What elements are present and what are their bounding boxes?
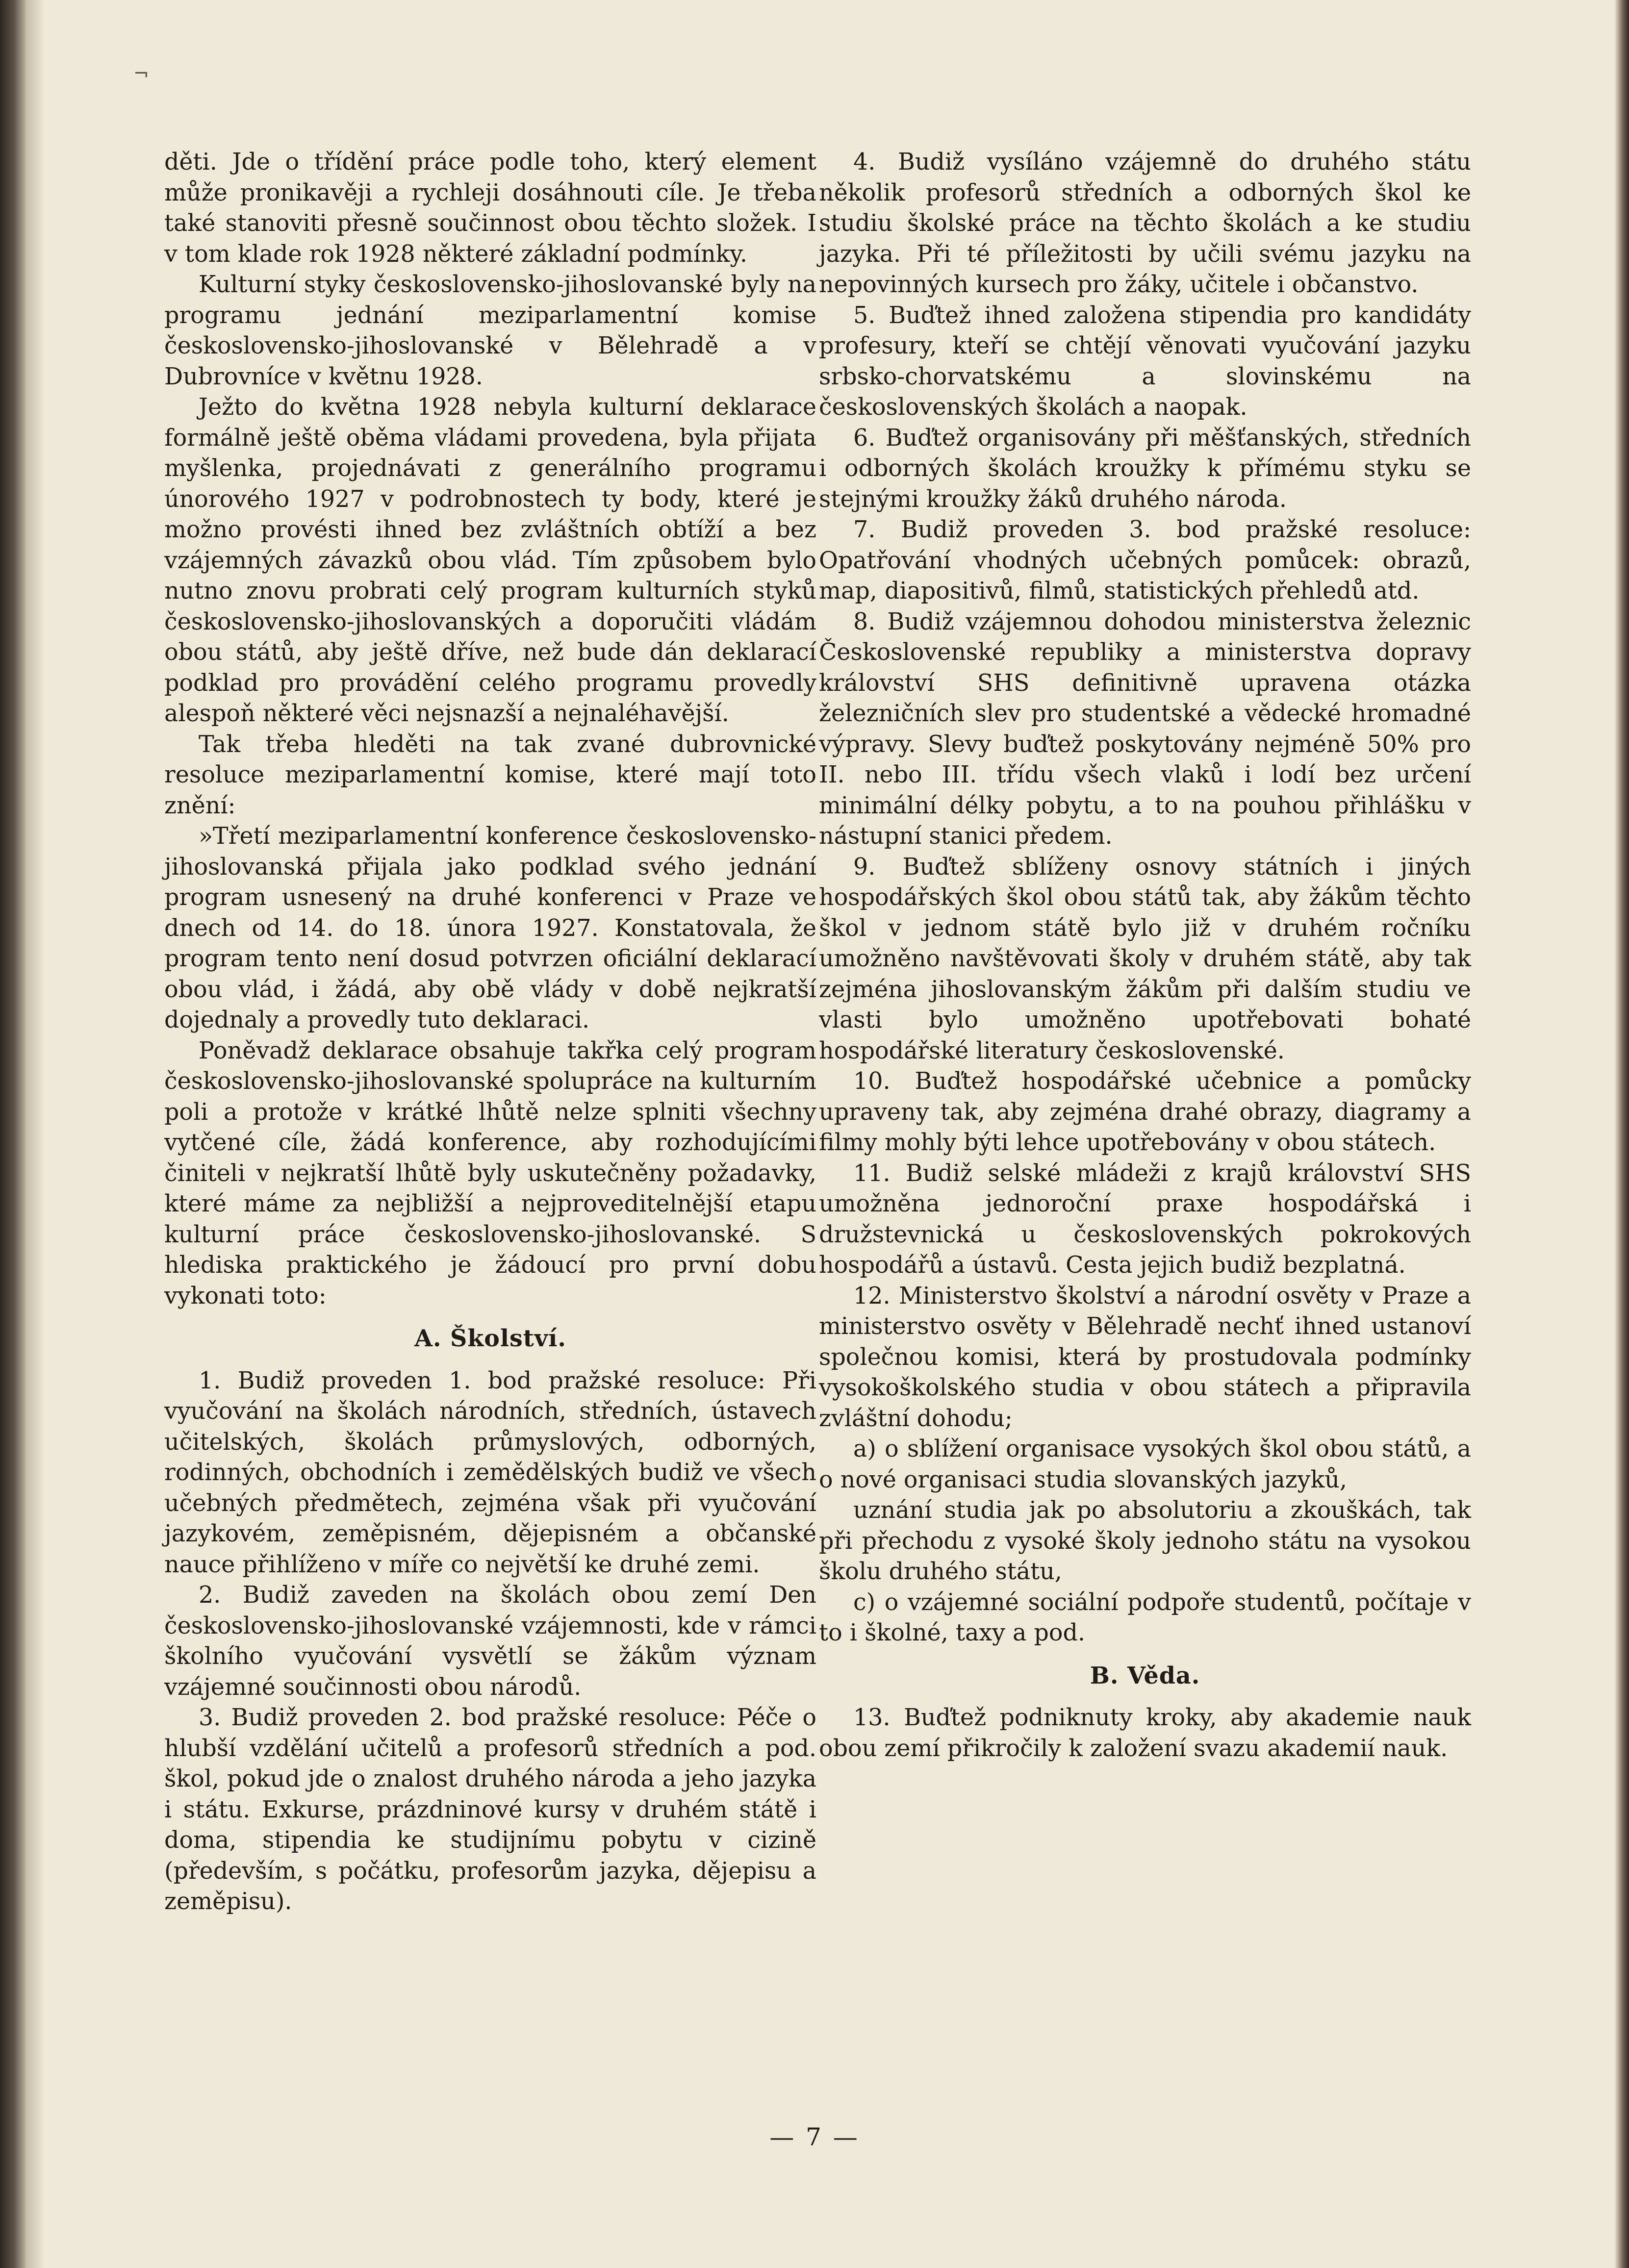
paragraph: Ježto do května 1928 nebyla kulturní deklarace formálně ještě oběma vládami provedena, byla přijata myšlenka, projednávati z generálního programu únorového 1927 v podrobnostech ty body, které je možno provésti ihned bez zvláštních obtíží a bez vzájemných závazků obou vlád. Tím způsobem bylo nutno znovu probrati celý program kulturních styků československo-jihoslovanských a doporučiti vládám obou států, aby ještě dříve, než bude dán deklarací podklad pro provádění celého programu provedly alespoň některé věci nejsnazší a nejnaléhavější.: [164, 394, 816, 727]
section-heading-science: B. Věda.: [1090, 1662, 1200, 1689]
right-column: [819, 147, 1471, 1764]
left-column: [164, 147, 816, 1917]
list-item: 7. Budiž proveden 3. bod pražské resoluce: Opatřování vhodných učebných pomůcek: obrazů, map, diapositivů, filmů, statistických přehledů atd.: [819, 516, 1471, 605]
list-item: 12. Ministerstvo školství a národní osvěty v Praze a ministerstvo osvěty v Bělehradě nechť ihned ustanoví společnou komisi, která by prostudovala podmínky vysokoškolského studia v obou státech a připravila zvláštní dohodu;: [819, 1282, 1471, 1432]
paragraph: Tak třeba hleděti na tak zvané dubrovnické resoluce meziparlamentní komise, které mají toto znění:: [164, 731, 816, 819]
page-edge: [1614, 0, 1629, 2268]
paragraph: Kulturní styky československo-jihoslovanské byly na programu jednání meziparlamentní komise československo-jihoslovanské v Bělehradě a v Dubrovníce v květnu 1928.: [164, 271, 816, 390]
sub-item: c) o vzájemné sociální podpoře studentů, počítaje v to i školné, taxy a pod.: [819, 1588, 1471, 1646]
list-item: 2. Budiž zaveden na školách obou zemí Den československo-jihoslovanské vzájemnosti, kde v rámci školního vyučování vysvětlí se žákům význam vzájemné součinnosti obou národů.: [164, 1582, 816, 1701]
sub-item: a) o sblížení organisace vysokých škol obou států, a o nové organisaci studia slovanských jazyků,: [819, 1436, 1471, 1493]
paragraph: děti. Jde o třídění práce podle toho, který element může pronikavěji a rychleji dosáhnouti cíle. Je třeba také stanoviti přesně součinnost obou těchto složek. I v tom klade rok 1928 některé základní podmínky.: [164, 149, 816, 268]
quoted-paragraph: »Třetí meziparlamentní konference československo-jihoslovanská přijala jako podklad svého jednání program usnesený na druhé konferenci v Praze ve dnech od 14. do 18. února 1927. Konstatovala, že program tento není dosud potvrzen oficiální deklarací obou vlád, i žádá, aby obě vlády v době nejkratší dojednaly a provedly tuto deklaraci.: [164, 823, 816, 1033]
section-heading-schools: A. Školství.: [414, 1325, 566, 1352]
list-item: 11. Budiž selské mládeži z krajů království SHS umožněna jednoroční praxe hospodářská i družstevnická u československých pokrokových hospodářů a ústavů. Cesta jejich budiž bezplatná.: [819, 1159, 1471, 1279]
gutter-shadow: [25, 0, 45, 2268]
paragraph: Poněvadž deklarace obsahuje takřka celý program československo-jihoslovanské spolupráce na kulturním poli a protože v krátké lhůtě nelze splniti všechny vytčené cíle, žádá konference, aby rozhodujícími činiteli v nejkratší lhůtě byly uskutečněny požadavky, které máme za nejbližší a nejproveditelnější etapu kulturní práce československo-jihoslovanské. S hlediska praktického je žádoucí pro první dobu vykonati toto:: [164, 1037, 816, 1310]
list-item: 6. Buďtež organisovány při měšťanských, středních i odborných školách kroužky k přímému styku se stejnými kroužky žáků druhého národa.: [819, 424, 1471, 513]
corner-mark: ¬: [133, 63, 149, 84]
list-item: 13. Buďtež podniknuty kroky, aby akademie nauk obou zemí přikročily k založení svazu akademií nauk.: [819, 1704, 1471, 1762]
list-item: 3. Budiž proveden 2. bod pražské resoluce: Péče o hlubší vzdělání učitelů a profesorů středních a pod. škol, pokud jde o znalost druhého národa a jeho jazyka i státu. Exkurse, prázdninové kursy v druhém státě i doma, stipendia ke studijnímu pobytu v cizině (především, s počátku, profesorům jazyka, dějepisu a zeměpisu).: [164, 1704, 816, 1915]
list-item: 5. Buďtež ihned založena stipendia pro kandidáty profesury, kteří se chtějí věnovati vyučování jazyku srbsko-chorvatskému a slovinskému na československých školách a naopak.: [819, 302, 1471, 421]
page-number: — 7 —: [769, 2123, 860, 2151]
list-item: 9. Buďtež sblíženy osnovy státních i jiných hospodářských škol obou států tak, aby žákům těchto škol v jednom státě bylo již v druhém ročníku umožněno navštěvovati školy v druhém státě, aby tak zejména jihoslovanským žákům při dalším studiu ve vlasti bylo umožněno upotřebovati bohaté hospodářské literatury československé.: [819, 853, 1471, 1064]
list-item: 1. Budiž proveden 1. bod pražské resoluce: Při vyučování na školách národních, středních, ústavech učitelských, školách průmyslových, odborných, rodinných, obchodních i zemědělských budiž ve všech učebných předmětech, zejména však při vyučování jazykovém, zeměpisném, dějepisném a občanské nauce přihlíženo v míře co největší ke druhé zemi.: [164, 1367, 816, 1578]
sub-item: uznání studia jak po absolutoriu a zkouškách, tak při přechodu z vysoké školy jednoho státu na vysokou školu druhého státu,: [819, 1497, 1471, 1585]
list-item: 8. Budiž vzájemnou dohodou ministerstva železnic Československé republiky a ministerstva dopravy království SHS definitivně upravena otázka železničních slev pro studentské a vědecké hromadné výpravy. Slevy buďtež poskytovány nejméně 50% pro II. nebo III. třídu všech vlaků i lodí bez určení minimální délky pobytu, a to na pouhou přihlášku v nástupní stanici předem.: [819, 608, 1471, 850]
book-binding: [0, 0, 25, 2268]
list-item: 10. Buďtež hospodářské učebnice a pomůcky upraveny tak, aby zejména drahé obrazy, diagramy a filmy mohly býti lehce upotřebovány v obou státech.: [819, 1068, 1471, 1156]
list-item: 4. Budiž vysíláno vzájemně do druhého státu několik profesorů středních a odborných škol ke studiu školské práce na těchto školách a ke studiu jazyka. Při té příležitosti by učili svému jazyku na nepovinných kursech pro žáky, učitele i občanstvo.: [819, 149, 1471, 298]
